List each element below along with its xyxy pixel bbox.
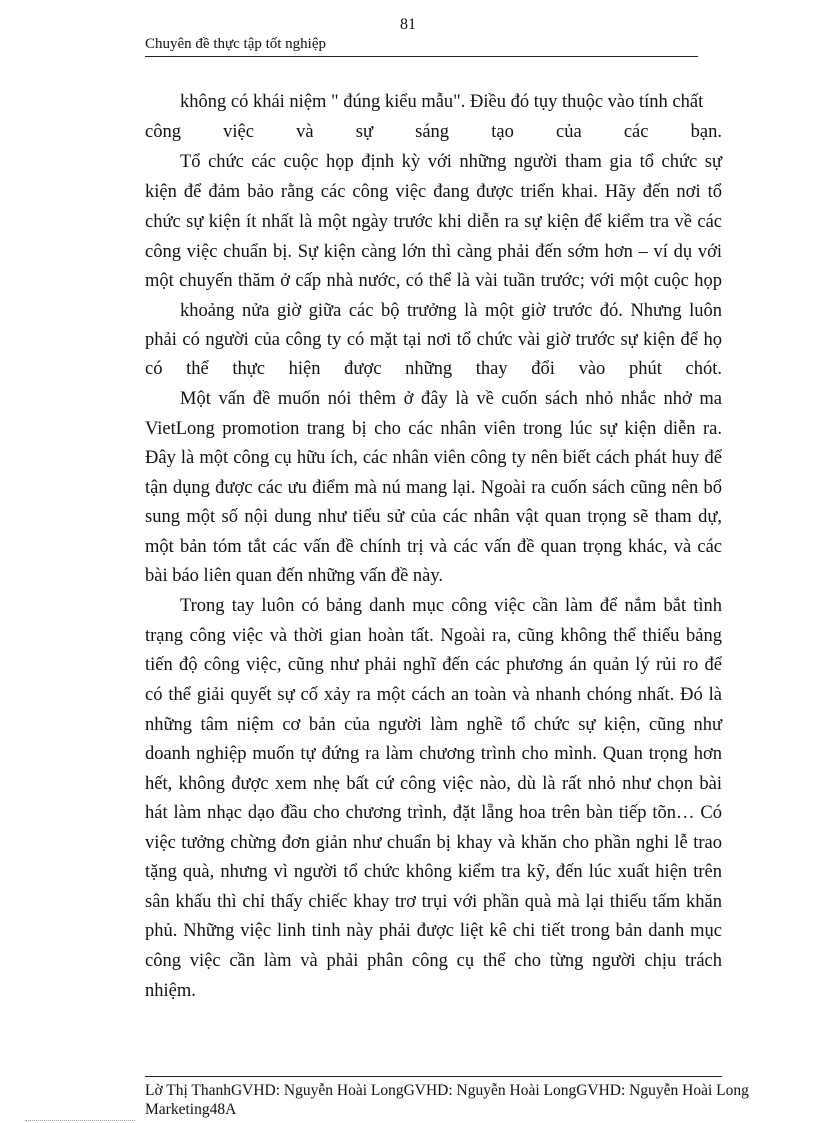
body-line: nhiệm. (145, 981, 196, 1001)
body-line: khoảng nửa giờ giữa các bộ trưởng là một giờ trước đó. Nhưng luôn (180, 301, 722, 321)
body-line: Đây là một công cụ hữu ích, các nhân viên công ty nên biết cách phát huy để (145, 448, 722, 468)
body-line: kiện để đảm bảo rằng các công việc đang được triển khai. Hãy đến nơi tổ (145, 182, 722, 202)
body-line: tiến độ công việc, cũng như phải nghĩ đến các phương án quản lý rủi ro để (145, 655, 722, 675)
body-line: doanh nghiệp muốn tự đứng ra làm chương trình cho mình. Quan trọng hơn (145, 744, 722, 764)
body-line: công việc và sự sáng tạo của các bạn. (145, 122, 722, 142)
body-line: một chuyến thăm ở cấp nhà nước, có thể là vài tuần trước; với một cuộc họp (145, 271, 722, 291)
body-line: Trong tay luôn có bảng danh mục công việc cần làm để nắm bắt tình (180, 596, 722, 616)
body-line: bài báo liên quan đến những vấn đề này. (145, 566, 444, 586)
body-line: hát làm nhạc dạo đầu cho chương trình, đặt lẵng hoa trên bàn tiếp tõn… Có (145, 803, 722, 823)
footer-rule (145, 1076, 722, 1077)
header-rule (145, 56, 698, 57)
body-line: Tổ chức các cuộc họp định kỳ với những người tham gia tổ chức sự (180, 152, 722, 172)
body-line: VietLong promotion trang bị cho các nhân viên trong lúc sự kiện diễn ra. (145, 419, 722, 439)
body-line: việc tưởng chừng đơn giản như chuẩn bị khay và khăn cho phần nghi lễ trao (145, 833, 722, 853)
body-line: sân khấu thì chỉ thấy chiếc khay trơ trụi với phần quà mà lại thiếu tấm khăn (145, 892, 722, 912)
body-line: công việc chuẩn bị. Sự kiện càng lớn thì càng phải đến sớm hơn – ví dụ với (145, 242, 722, 262)
footer-class: Marketing48A (145, 1101, 237, 1118)
body-line: công việc cần làm và phải phân công cụ thể cho từng người chịu trách (145, 951, 722, 971)
body-line: tặng quà, nhưng vì người tổ chức không kiểm tra kỹ, đến lúc xuất hiện trên (145, 862, 722, 882)
header-title: Chuyên đề thực tập tốt nghiệp (145, 36, 327, 52)
footer-authors: Lờ Thị ThanhGVHD: Nguyễn Hoài LongGVHD: Nguyễn Hoài LongGVHD: Nguyễn Hoài Long (145, 1082, 749, 1099)
body-line: một bản tóm tắt các vấn đề chính trị và các vấn đề quan trọng khác, và các (145, 537, 722, 557)
body-line: có thể giải quyết sự cố xảy ra một cách an toàn và nhanh chóng nhất. Đó là (145, 685, 722, 705)
body-line: những tâm niệm cơ bản của người làm nghề tổ chức sự kiện, cũng như (145, 715, 722, 735)
body-line: phủ. Những việc linh tinh này phải được liệt kê chi tiết trong bản danh mục (145, 921, 722, 941)
body-line: phải có người của công ty có mặt tại nơi tổ chức vài giờ trước sự kiện để họ (145, 330, 722, 350)
body-line: sung một số nội dung như tiểu sử của các nhân vật quan trọng sẽ tham dự, (145, 507, 722, 527)
body-line: tận dụng được các ưu điểm mà nú mang lại. Ngoài ra cuốn sách cũng nên bổ (145, 478, 722, 498)
body-line: trạng công việc và thời gian hoàn tất. Ngoài ra, cũng không thể thiếu bảng (145, 626, 722, 646)
body-line: có thể thực hiện được những thay đổi vào phút chót. (145, 359, 722, 379)
body-line: chức sự kiện ít nhất là một ngày trước khi diễn ra sự kiện để kiểm tra về các (145, 212, 722, 232)
body-line: không có khái niệm " đúng kiểu mẫu". Điều đó tụy thuộc vào tính chất (180, 92, 704, 112)
page-number: 81 (400, 16, 416, 33)
body-line: Một vấn đề muốn nói thêm ở đây là về cuốn sách nhỏ nhắc nhở ma (180, 389, 722, 409)
body-line: hết, không được xem nhẹ bất cứ công việc nào, dù là rất nhỏ như chọn bài (145, 774, 722, 794)
footer-dotted-rule (25, 1120, 135, 1121)
